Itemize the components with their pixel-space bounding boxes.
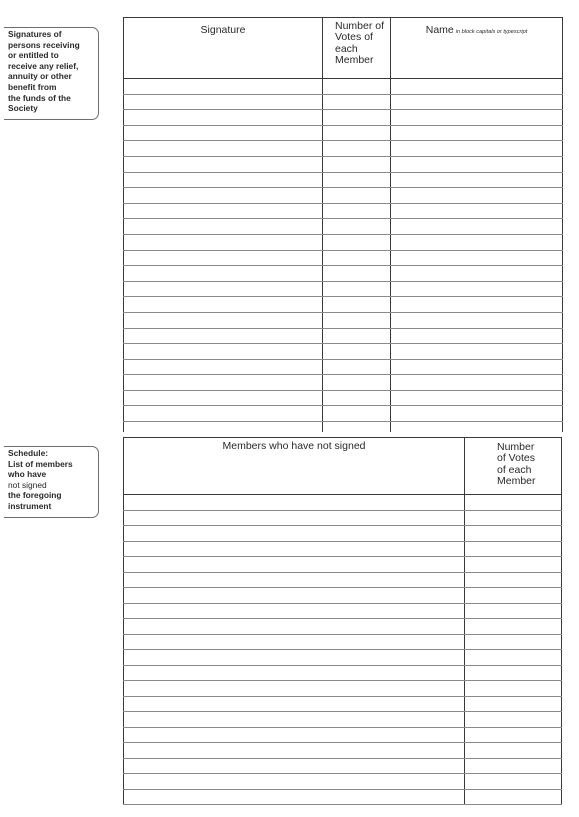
schedule-side-note	[4, 446, 99, 518]
blank-entry-cell	[391, 94, 563, 110]
side-note-line: Society	[8, 103, 38, 114]
blank-entry-cell	[323, 328, 391, 344]
blank-entry-cell	[323, 94, 391, 110]
blank-entry-cell	[323, 203, 391, 219]
blank-entry-cell	[124, 141, 323, 157]
table-row	[124, 712, 562, 728]
side-note-line: List of members	[8, 458, 73, 469]
table-row	[124, 203, 563, 219]
blank-entry-cell	[124, 588, 465, 604]
blank-entry-cell	[323, 110, 391, 126]
votes-header-line: Number of	[335, 20, 385, 32]
blank-entry-cell	[323, 422, 391, 433]
blank-entry-cell	[124, 758, 465, 774]
blank-entry-cell	[465, 743, 562, 759]
blank-entry-cell	[124, 203, 323, 219]
blank-entry-cell	[323, 219, 391, 235]
blank-entry-cell	[323, 172, 391, 188]
blank-entry-cell	[465, 619, 562, 635]
table-row	[124, 141, 563, 157]
blank-entry-cell	[124, 156, 323, 172]
blank-entry-cell	[124, 789, 465, 805]
side-note-line: receive any relief,	[8, 60, 79, 71]
votes-header-line: Member	[497, 474, 536, 487]
blank-entry-cell	[124, 743, 465, 759]
blank-entry-cell	[124, 495, 465, 511]
blank-entry-cell	[323, 312, 391, 328]
blank-entry-cell	[465, 588, 562, 604]
name-column-note: in block capitals or typescript	[455, 29, 528, 35]
blank-entry-cell	[124, 541, 465, 557]
blank-entry-cell	[124, 406, 323, 422]
blank-entry-cell	[323, 141, 391, 157]
blank-entry-cell	[124, 281, 323, 297]
table-row	[124, 297, 563, 313]
blank-entry-cell	[391, 281, 563, 297]
blank-entry-cell	[124, 510, 465, 526]
blank-entry-cell	[465, 789, 562, 805]
blank-entry-cell	[465, 650, 562, 666]
table-row	[124, 743, 562, 759]
blank-entry-cell	[391, 344, 563, 360]
table-row	[124, 619, 562, 635]
table-row	[124, 696, 562, 712]
blank-entry-cell	[391, 266, 563, 282]
blank-entry-cell	[391, 141, 563, 157]
blank-entry-cell	[323, 266, 391, 282]
side-note-line: instrument	[8, 500, 52, 511]
table-row	[124, 789, 562, 805]
votes-header-line: Votes of	[335, 31, 373, 44]
side-note-line: the funds of the	[8, 92, 71, 103]
blank-entry-cell	[124, 188, 323, 204]
side-note-line: Schedule:	[8, 448, 49, 458]
votes-header-line: of each	[497, 463, 532, 476]
blank-entry-cell	[124, 665, 465, 681]
blank-entry-cell	[323, 188, 391, 204]
blank-entry-cell	[323, 344, 391, 360]
blank-entry-cell	[391, 375, 563, 391]
blank-entry-cell	[391, 79, 563, 95]
table-row	[124, 681, 562, 697]
side-note-line: or entitled to	[8, 50, 59, 61]
blank-entry-cell	[124, 344, 323, 360]
blank-entry-cell	[323, 156, 391, 172]
table-row	[124, 234, 563, 250]
blank-entry-cell	[391, 219, 563, 235]
blank-entry-cell	[124, 250, 323, 266]
blank-entry-cell	[465, 557, 562, 573]
blank-entry-cell	[465, 541, 562, 557]
table-row	[124, 541, 562, 557]
table-row	[124, 250, 563, 266]
blank-entry-cell	[124, 634, 465, 650]
table-row	[124, 375, 563, 391]
blank-entry-cell	[124, 297, 323, 313]
blank-entry-cell	[124, 375, 323, 391]
blank-entry-cell	[391, 234, 563, 250]
blank-entry-cell	[323, 250, 391, 266]
members-column-header: Members who have not signed	[124, 438, 465, 495]
blank-entry-cell	[323, 79, 391, 95]
blank-entry-cell	[465, 665, 562, 681]
blank-entry-cell	[391, 250, 563, 266]
table-row	[124, 281, 563, 297]
table-row	[124, 510, 562, 526]
blank-entry-cell	[124, 110, 323, 126]
table-row	[124, 572, 562, 588]
blank-entry-cell	[124, 603, 465, 619]
table-row	[124, 406, 563, 422]
side-note-line: persons receiving	[8, 39, 80, 50]
side-note-line: annuity or other	[8, 71, 72, 82]
table-row	[124, 188, 563, 204]
blank-entry-cell	[124, 526, 465, 542]
table-row	[124, 557, 562, 573]
table-row	[124, 495, 562, 511]
blank-entry-cell	[465, 603, 562, 619]
signature-column-header: Signature	[124, 18, 323, 79]
blank-entry-cell	[391, 359, 563, 375]
table-row	[124, 727, 562, 743]
blank-entry-cell	[465, 681, 562, 697]
side-note-line: not signed	[8, 479, 47, 490]
blank-entry-cell	[124, 712, 465, 728]
votes-header-line: of Votes	[497, 452, 535, 465]
table-row	[124, 94, 563, 110]
blank-entry-cell	[124, 727, 465, 743]
blank-entry-cell	[391, 312, 563, 328]
signatures-table	[123, 17, 563, 432]
votes-of-each-member-column-header	[465, 438, 562, 495]
blank-entry-cell	[124, 619, 465, 635]
blank-entry-cell	[465, 510, 562, 526]
table-row	[124, 312, 563, 328]
votes-column-header	[323, 18, 391, 79]
table-row	[124, 219, 563, 235]
blank-entry-cell	[323, 281, 391, 297]
blank-entry-cell	[391, 328, 563, 344]
blank-entry-cell	[124, 234, 323, 250]
blank-entry-cell	[391, 297, 563, 313]
blank-entry-cell	[124, 696, 465, 712]
votes-header-line: Number	[497, 441, 535, 453]
signatures-side-note	[4, 27, 99, 120]
blank-entry-cell	[465, 727, 562, 743]
blank-entry-cell	[465, 696, 562, 712]
blank-entry-cell	[124, 219, 323, 235]
blank-entry-cell	[124, 125, 323, 141]
blank-entry-cell	[124, 94, 323, 110]
table-row	[124, 266, 563, 282]
blank-entry-cell	[323, 234, 391, 250]
side-note-line: benefit from	[8, 81, 57, 92]
table-row	[124, 172, 563, 188]
table-row	[124, 156, 563, 172]
blank-entry-cell	[391, 156, 563, 172]
unsigned-members-table-header	[124, 438, 562, 495]
blank-entry-cell	[465, 634, 562, 650]
table-row	[124, 390, 563, 406]
blank-entry-cell	[323, 297, 391, 313]
blank-entry-cell	[323, 375, 391, 391]
table-row-open	[124, 422, 563, 433]
blank-entry-cell	[124, 650, 465, 666]
table-row	[124, 125, 563, 141]
table-row	[124, 526, 562, 542]
table-row	[124, 758, 562, 774]
votes-header-line: each	[335, 42, 358, 55]
blank-entry-cell	[391, 110, 563, 126]
blank-entry-cell	[124, 557, 465, 573]
blank-entry-cell	[465, 758, 562, 774]
table-row	[124, 665, 562, 681]
blank-entry-cell	[124, 422, 323, 433]
blank-entry-cell	[124, 312, 323, 328]
blank-entry-cell	[391, 172, 563, 188]
blank-entry-cell	[465, 572, 562, 588]
name-column-title: Name	[425, 24, 454, 36]
side-note-line: who have	[8, 469, 47, 480]
blank-entry-cell	[391, 188, 563, 204]
blank-entry-cell	[124, 681, 465, 697]
votes-header-line: Member	[335, 53, 374, 66]
blank-entry-cell	[391, 406, 563, 422]
table-row	[124, 634, 562, 650]
blank-entry-cell	[124, 172, 323, 188]
table-row	[124, 603, 562, 619]
table-row	[124, 774, 562, 790]
blank-entry-cell	[124, 774, 465, 790]
blank-entry-cell	[124, 328, 323, 344]
side-note-line: Signatures of	[8, 29, 62, 39]
blank-entry-cell	[323, 359, 391, 375]
signatures-table-header	[124, 18, 563, 79]
table-row	[124, 328, 563, 344]
blank-entry-cell	[124, 359, 323, 375]
table-row	[124, 344, 563, 360]
blank-entry-cell	[124, 390, 323, 406]
blank-entry-cell	[391, 203, 563, 219]
blank-entry-cell	[391, 422, 563, 433]
table-row	[124, 650, 562, 666]
side-note-line: the foregoing	[8, 490, 62, 501]
blank-entry-cell	[323, 125, 391, 141]
blank-entry-cell	[323, 406, 391, 422]
blank-entry-cell	[323, 390, 391, 406]
unsigned-members-table	[123, 437, 562, 805]
blank-entry-cell	[124, 79, 323, 95]
blank-entry-cell	[124, 266, 323, 282]
table-row	[124, 588, 562, 604]
blank-entry-cell	[465, 712, 562, 728]
blank-entry-cell	[465, 495, 562, 511]
blank-entry-cell	[465, 774, 562, 790]
blank-entry-cell	[124, 572, 465, 588]
blank-entry-cell	[465, 526, 562, 542]
blank-entry-cell	[391, 125, 563, 141]
name-column-header	[391, 18, 563, 79]
table-row	[124, 110, 563, 126]
blank-entry-cell	[391, 390, 563, 406]
table-row	[124, 359, 563, 375]
table-row	[124, 79, 563, 95]
